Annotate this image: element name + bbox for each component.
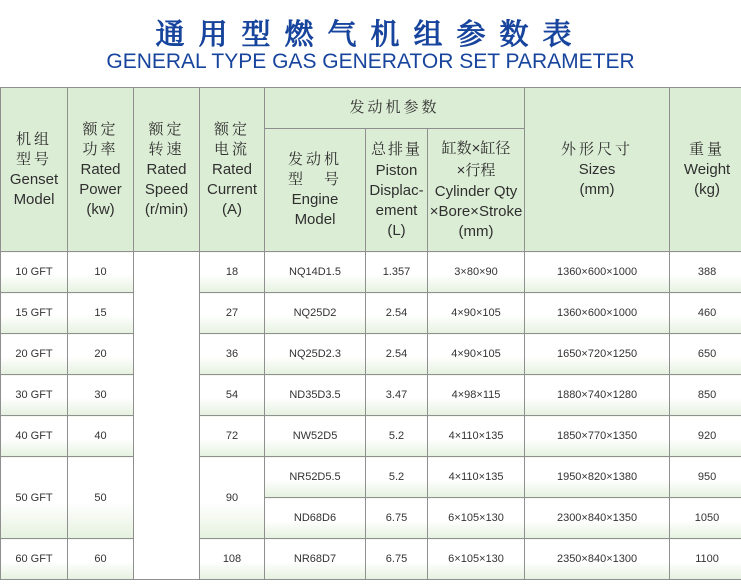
cell-weight: 1100 xyxy=(670,539,741,580)
cell-displacement: 3.47 xyxy=(366,375,428,416)
cell-current: 54 xyxy=(200,375,265,416)
cell-engine: NQ14D1.5 xyxy=(265,252,366,293)
header-rated-current: 额定 电流 Rated Current (A) xyxy=(200,88,265,252)
table-row xyxy=(1,416,741,457)
cell-size: 1360×600×1000 xyxy=(525,252,670,293)
cell-size: 1850×770×1350 xyxy=(525,416,670,457)
table-row xyxy=(1,252,741,293)
cell-displacement: 1.357 xyxy=(366,252,428,293)
cell-current: 18 xyxy=(200,252,265,293)
cell-cylinder: 4×90×105 xyxy=(428,293,525,334)
cell-displacement: 2.54 xyxy=(366,293,428,334)
cell-power: 50 xyxy=(68,457,134,539)
cell-cylinder: 3×80×90 xyxy=(428,252,525,293)
table-row xyxy=(1,375,741,416)
table-row xyxy=(1,539,741,580)
cell-displacement: 5.2 xyxy=(366,416,428,457)
cell-size: 2300×840×1350 xyxy=(525,498,670,539)
cell-speed xyxy=(134,252,200,580)
cell-cylinder: 6×105×130 xyxy=(428,539,525,580)
cell-model: 10 GFT xyxy=(1,252,68,293)
cell-weight: 850 xyxy=(670,375,741,416)
header-rated-power: 额定 功率 Rated Power (kw) xyxy=(68,88,134,252)
cell-engine: NW52D5 xyxy=(265,416,366,457)
cell-power: 20 xyxy=(68,334,134,375)
cell-weight: 650 xyxy=(670,334,741,375)
cell-current: 36 xyxy=(200,334,265,375)
cell-power: 15 xyxy=(68,293,134,334)
cell-model: 40 GFT xyxy=(1,416,68,457)
cell-cylinder: 4×110×135 xyxy=(428,416,525,457)
parameter-table xyxy=(0,87,741,580)
cell-displacement: 6.75 xyxy=(366,539,428,580)
header-rated-speed: 额定 转速 Rated Speed (r/min) xyxy=(134,88,200,252)
cell-model: 50 GFT xyxy=(1,457,68,539)
cell-displacement: 5.2 xyxy=(366,457,428,498)
cell-engine: NR52D5.5 xyxy=(265,457,366,498)
cell-size: 1650×720×1250 xyxy=(525,334,670,375)
cell-power: 10 xyxy=(68,252,134,293)
table-row xyxy=(1,293,741,334)
title-english: GENERAL TYPE GAS GENERATOR SET PARAMETER xyxy=(106,50,635,73)
cell-weight: 460 xyxy=(670,293,741,334)
cell-power: 40 xyxy=(68,416,134,457)
cell-displacement: 6.75 xyxy=(366,498,428,539)
header-displacement: 总排量 Piston Displac- ement (L) xyxy=(366,129,428,252)
cell-engine: ND35D3.5 xyxy=(265,375,366,416)
header-cylinder: 缸数×缸径 ×行程 Cylinder Qty ×Bore×Stroke (mm) xyxy=(428,129,525,252)
cell-engine: NQ25D2.3 xyxy=(265,334,366,375)
cell-power: 30 xyxy=(68,375,134,416)
cell-displacement: 2.54 xyxy=(366,334,428,375)
header-engine-parameters: 发动机参数 xyxy=(265,88,525,129)
header-genset-model: 机组 型号 Genset Model xyxy=(1,88,68,252)
table-row xyxy=(1,334,741,375)
cell-engine: NQ25D2 xyxy=(265,293,366,334)
header-engine-model: 发动机 型 号 Engine Model xyxy=(265,129,366,252)
title-chinese: 通用型燃气机组参数表 xyxy=(155,17,586,51)
cell-weight: 388 xyxy=(670,252,741,293)
cell-cylinder: 6×105×130 xyxy=(428,498,525,539)
cell-size: 2350×840×1300 xyxy=(525,539,670,580)
cell-current: 108 xyxy=(200,539,265,580)
cell-size: 1880×740×1280 xyxy=(525,375,670,416)
header-sizes: 外形尺寸 Sizes (mm) xyxy=(525,88,670,252)
cell-current: 90 xyxy=(200,457,265,539)
cell-engine: ND68D6 xyxy=(265,498,366,539)
cell-weight: 950 xyxy=(670,457,741,498)
cell-current: 72 xyxy=(200,416,265,457)
cell-engine: NR68D7 xyxy=(265,539,366,580)
cell-weight: 1050 xyxy=(670,498,741,539)
cell-model: 30 GFT xyxy=(1,375,68,416)
cell-model: 15 GFT xyxy=(1,293,68,334)
cell-model: 60 GFT xyxy=(1,539,68,580)
cell-size: 1360×600×1000 xyxy=(525,293,670,334)
header-weight: 重量 Weight (kg) xyxy=(670,88,741,252)
cell-power: 60 xyxy=(68,539,134,580)
cell-size: 1950×820×1380 xyxy=(525,457,670,498)
cell-cylinder: 4×98×115 xyxy=(428,375,525,416)
cell-current: 27 xyxy=(200,293,265,334)
cell-model: 20 GFT xyxy=(1,334,68,375)
cell-cylinder: 4×110×135 xyxy=(428,457,525,498)
table-row xyxy=(1,457,741,498)
cell-weight: 920 xyxy=(670,416,741,457)
cell-cylinder: 4×90×105 xyxy=(428,334,525,375)
